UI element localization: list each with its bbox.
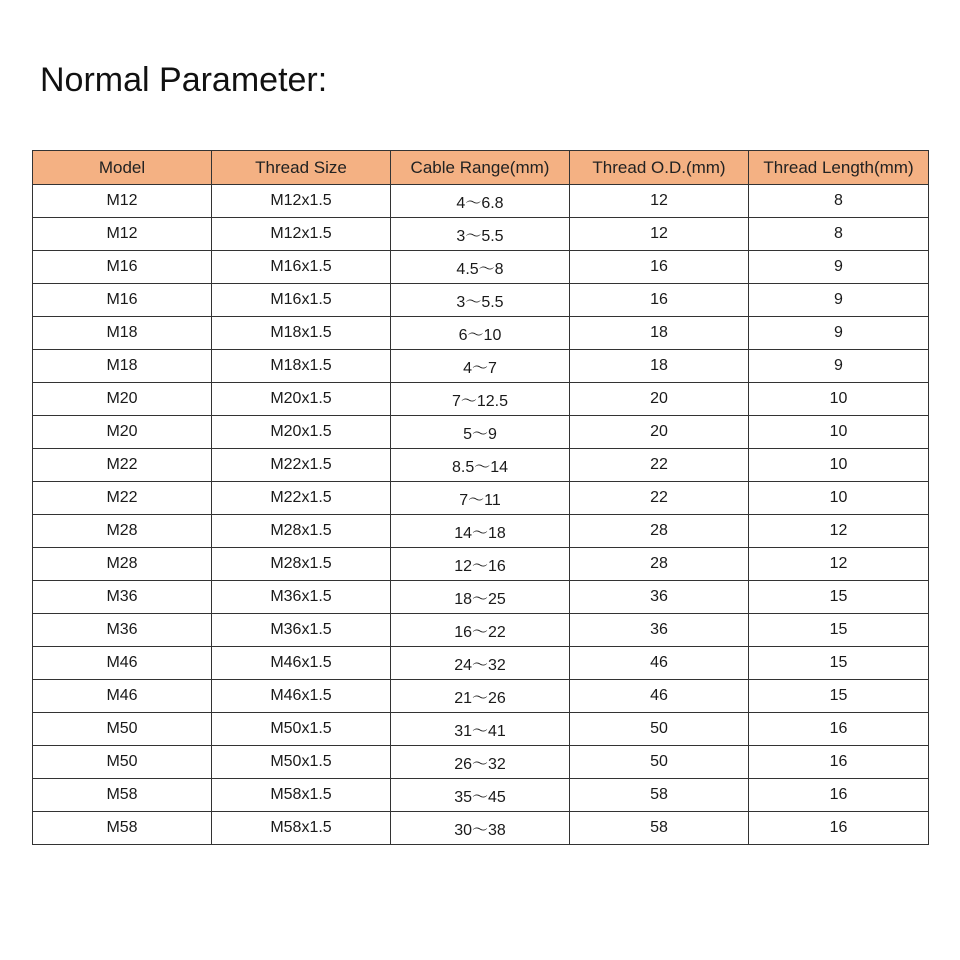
cell-thread-length: 16	[749, 812, 929, 845]
cell-thread-od: 28	[570, 515, 749, 548]
cell-cable-range: 26～32	[391, 746, 570, 779]
table-row	[33, 812, 929, 845]
table-row	[33, 713, 929, 746]
cell-model: M18	[33, 350, 212, 383]
table-row	[33, 449, 929, 482]
cell-thread-size: M18x1.5	[212, 317, 391, 350]
cell-thread-od: 28	[570, 548, 749, 581]
cell-thread-length: 12	[749, 548, 929, 581]
table-header	[33, 151, 929, 185]
cell-thread-od: 58	[570, 812, 749, 845]
cell-thread-size: M46x1.5	[212, 680, 391, 713]
cell-cable-range: 21～26	[391, 680, 570, 713]
cell-thread-length: 10	[749, 383, 929, 416]
cell-cable-range: 4～7	[391, 350, 570, 383]
cell-cable-range: 12～16	[391, 548, 570, 581]
cell-thread-length: 15	[749, 647, 929, 680]
cell-thread-size: M50x1.5	[212, 746, 391, 779]
table-row	[33, 350, 929, 383]
cell-cable-range: 18～25	[391, 581, 570, 614]
cell-model: M28	[33, 515, 212, 548]
cell-cable-range: 14～18	[391, 515, 570, 548]
cell-thread-length: 15	[749, 680, 929, 713]
cell-thread-size: M58x1.5	[212, 812, 391, 845]
cell-cable-range: 16～22	[391, 614, 570, 647]
cell-thread-length: 12	[749, 515, 929, 548]
table-row	[33, 515, 929, 548]
cell-thread-od: 18	[570, 350, 749, 383]
table-row	[33, 317, 929, 350]
cell-thread-size: M16x1.5	[212, 284, 391, 317]
page-title: Normal Parameter:	[40, 61, 328, 99]
table-row	[33, 614, 929, 647]
cell-model: M12	[33, 218, 212, 251]
cell-cable-range: 35～45	[391, 779, 570, 812]
header-cable-range: Cable Range(mm)	[391, 151, 570, 185]
parameter-table	[32, 150, 929, 845]
cell-thread-size: M12x1.5	[212, 185, 391, 218]
cell-thread-length: 15	[749, 614, 929, 647]
cell-cable-range: 31～41	[391, 713, 570, 746]
table-row	[33, 251, 929, 284]
cell-thread-od: 12	[570, 218, 749, 251]
cell-thread-od: 58	[570, 779, 749, 812]
cell-thread-length: 16	[749, 779, 929, 812]
cell-thread-size: M28x1.5	[212, 515, 391, 548]
cell-cable-range: 4～6.8	[391, 185, 570, 218]
cell-cable-range: 8.5～14	[391, 449, 570, 482]
cell-model: M22	[33, 482, 212, 515]
cell-thread-length: 16	[749, 713, 929, 746]
table-row	[33, 218, 929, 251]
table-row	[33, 581, 929, 614]
cell-cable-range: 7～12.5	[391, 383, 570, 416]
cell-thread-od: 16	[570, 251, 749, 284]
cell-thread-size: M36x1.5	[212, 614, 391, 647]
cell-cable-range: 3～5.5	[391, 218, 570, 251]
table-row	[33, 548, 929, 581]
cell-thread-od: 36	[570, 581, 749, 614]
table-row	[33, 284, 929, 317]
cell-thread-od: 22	[570, 449, 749, 482]
cell-model: M20	[33, 416, 212, 449]
cell-model: M36	[33, 614, 212, 647]
cell-thread-od: 18	[570, 317, 749, 350]
cell-thread-length: 9	[749, 317, 929, 350]
cell-thread-length: 8	[749, 185, 929, 218]
cell-thread-length: 9	[749, 251, 929, 284]
cell-thread-od: 50	[570, 746, 749, 779]
cell-thread-size: M46x1.5	[212, 647, 391, 680]
cell-cable-range: 6～10	[391, 317, 570, 350]
table-row	[33, 383, 929, 416]
cell-model: M46	[33, 647, 212, 680]
cell-thread-size: M58x1.5	[212, 779, 391, 812]
table-row	[33, 185, 929, 218]
header-thread-od: Thread O.D.(mm)	[570, 151, 749, 185]
table-row	[33, 482, 929, 515]
cell-thread-length: 8	[749, 218, 929, 251]
cell-model: M36	[33, 581, 212, 614]
cell-thread-od: 20	[570, 416, 749, 449]
cell-cable-range: 3～5.5	[391, 284, 570, 317]
cell-model: M28	[33, 548, 212, 581]
cell-model: M20	[33, 383, 212, 416]
cell-cable-range: 24～32	[391, 647, 570, 680]
cell-thread-od: 36	[570, 614, 749, 647]
cell-model: M46	[33, 680, 212, 713]
cell-thread-length: 10	[749, 416, 929, 449]
cell-model: M58	[33, 812, 212, 845]
cell-thread-length: 16	[749, 746, 929, 779]
cell-thread-size: M12x1.5	[212, 218, 391, 251]
cell-thread-od: 22	[570, 482, 749, 515]
table-row	[33, 416, 929, 449]
header-thread-size: Thread Size	[212, 151, 391, 185]
table-row	[33, 680, 929, 713]
cell-model: M58	[33, 779, 212, 812]
cell-cable-range: 5～9	[391, 416, 570, 449]
cell-thread-size: M50x1.5	[212, 713, 391, 746]
cell-thread-od: 16	[570, 284, 749, 317]
table-row	[33, 779, 929, 812]
cell-model: M12	[33, 185, 212, 218]
cell-thread-size: M16x1.5	[212, 251, 391, 284]
header-thread-length: Thread Length(mm)	[749, 151, 929, 185]
table-row	[33, 746, 929, 779]
cell-thread-od: 12	[570, 185, 749, 218]
cell-thread-size: M28x1.5	[212, 548, 391, 581]
cell-thread-length: 9	[749, 284, 929, 317]
cell-thread-size: M22x1.5	[212, 449, 391, 482]
cell-thread-size: M20x1.5	[212, 416, 391, 449]
cell-thread-length: 10	[749, 482, 929, 515]
table-row	[33, 647, 929, 680]
header-model: Model	[33, 151, 212, 185]
cell-thread-size: M18x1.5	[212, 350, 391, 383]
cell-cable-range: 4.5～8	[391, 251, 570, 284]
cell-thread-od: 46	[570, 647, 749, 680]
cell-thread-size: M36x1.5	[212, 581, 391, 614]
cell-thread-length: 9	[749, 350, 929, 383]
cell-thread-od: 46	[570, 680, 749, 713]
cell-thread-length: 15	[749, 581, 929, 614]
cell-thread-length: 10	[749, 449, 929, 482]
cell-model: M16	[33, 284, 212, 317]
table-body	[33, 185, 929, 845]
cell-cable-range: 30～38	[391, 812, 570, 845]
cell-model: M18	[33, 317, 212, 350]
cell-thread-size: M20x1.5	[212, 383, 391, 416]
cell-cable-range: 7～11	[391, 482, 570, 515]
cell-thread-size: M22x1.5	[212, 482, 391, 515]
cell-thread-od: 50	[570, 713, 749, 746]
cell-model: M16	[33, 251, 212, 284]
cell-thread-od: 20	[570, 383, 749, 416]
header-row	[33, 151, 929, 185]
cell-model: M50	[33, 713, 212, 746]
cell-model: M50	[33, 746, 212, 779]
cell-model: M22	[33, 449, 212, 482]
